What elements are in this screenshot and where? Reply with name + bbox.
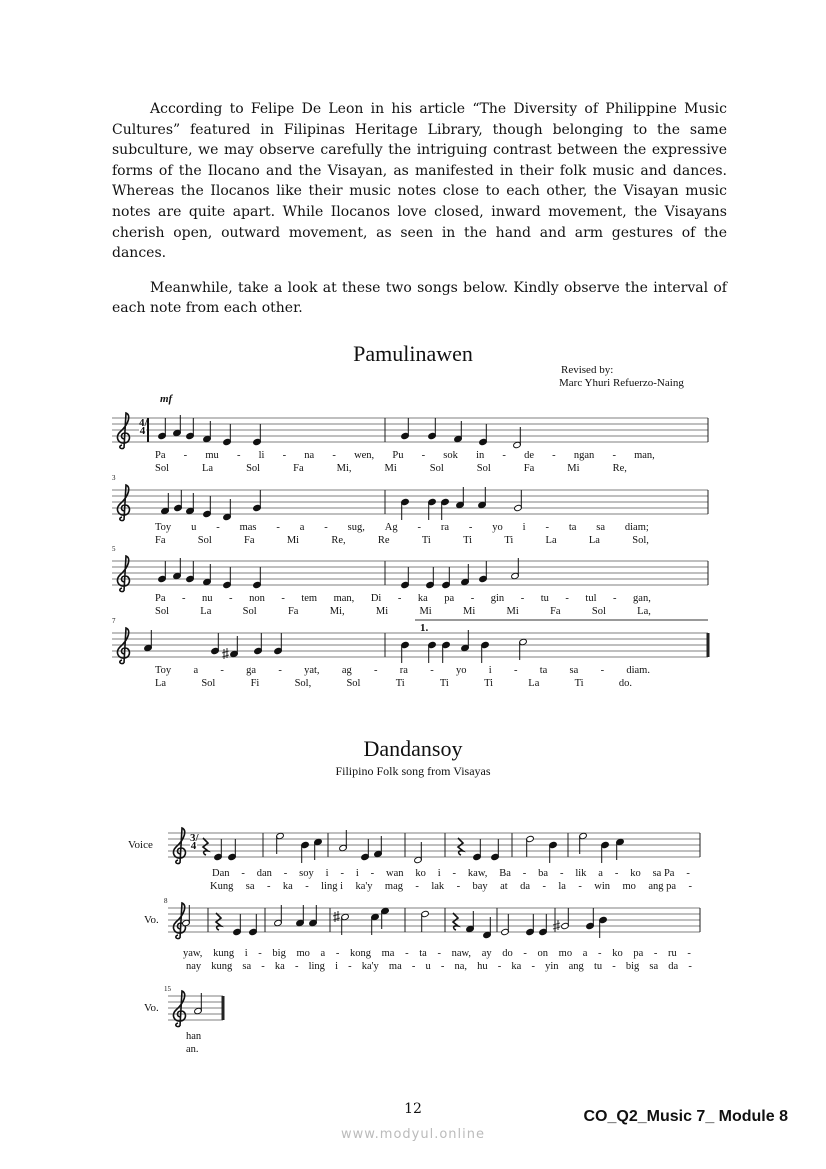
lyric-syllable: Fa (287, 606, 299, 617)
lyric-syllable: a (582, 948, 588, 959)
lyric-syllable: - (600, 665, 605, 676)
lyric-syllable: ngan (573, 450, 595, 461)
lyric-syllable: i (522, 522, 526, 533)
lyric-syllable: - (182, 593, 186, 604)
lyric-syllable: - (324, 522, 328, 533)
sharp-icon (553, 920, 560, 931)
lyric-syllable: Fa (523, 463, 535, 474)
lyric-syllable: - (497, 961, 502, 972)
lyric-syllable: ay (481, 948, 492, 959)
lyric-syllable: - (565, 593, 569, 604)
lyric-syllable: Sol (197, 535, 212, 546)
lyric-syllable: kong (350, 948, 371, 959)
lyric-syllable: La, (637, 606, 651, 617)
lyric-syllable: na, (454, 961, 468, 972)
lyric-syllable: an. (186, 1044, 199, 1055)
rest-icon (458, 838, 463, 855)
lyric-syllable: ko (612, 948, 623, 959)
lyric-syllable: - (437, 948, 441, 959)
watermark: www.modyul.online (340, 1127, 486, 1142)
lyric-syllable: Sol (155, 463, 170, 474)
lyric-syllable: tem (301, 593, 318, 604)
lyric-syllable: Sol (242, 606, 257, 617)
song-title-dandansoy: Dandansoy (363, 736, 463, 761)
lyric-syllable: - (241, 868, 245, 879)
lyric-syllable: pa (633, 948, 644, 959)
lyric-syllable: big (272, 948, 286, 959)
lyric-syllable: Fa (293, 463, 304, 474)
lyric-syllable: - (545, 522, 549, 533)
lyric-syllable: - (613, 593, 617, 604)
lyric-syllable: - (335, 948, 340, 959)
lyric-syllable: Sol (201, 678, 216, 689)
lyric-syllable: Sol (591, 606, 606, 617)
lyric-syllable: - (281, 593, 285, 604)
lyric-syllable: - (456, 881, 461, 892)
lyric-syllable: mas (239, 522, 257, 533)
lyric-syllable: Re (377, 535, 390, 546)
lyric-syllable: - (686, 868, 690, 879)
lyric-syllable: lak (431, 881, 445, 892)
lyric-syllable: - (261, 961, 265, 972)
lyric-syllable: - (236, 450, 241, 461)
lyric-syllable: - (653, 948, 658, 959)
lyric-syllable: ko (630, 868, 641, 879)
rest-icon (203, 838, 208, 855)
lyric-syllable: non (249, 593, 265, 604)
measure-number: 15 (164, 985, 171, 993)
rest-icon (216, 913, 221, 930)
lyric-syllable: - (470, 593, 475, 604)
lyric-syllable: - (440, 961, 445, 972)
lyric-syllable: Mi (567, 463, 580, 474)
lyric-syllable: Ag (384, 522, 398, 533)
lyric-syllable: La (545, 535, 557, 546)
lyric-syllable: nu (202, 593, 213, 604)
lyric-syllable: - (283, 868, 288, 879)
lyric-syllable: - (282, 450, 287, 461)
lyric-syllable: Ti (395, 678, 405, 689)
time-signature: 4/4 (139, 417, 148, 437)
lyric-syllable: ru (668, 948, 677, 959)
lyric-syllable: Ti (463, 535, 473, 546)
lyric-syllable: - (520, 593, 525, 604)
lyric-syllable: do. (618, 678, 632, 689)
lyric-syllable: - (552, 450, 556, 461)
lyric-syllable: - (278, 665, 282, 676)
lyric-syllable: Pu (392, 450, 404, 461)
lyric-syllable: Sol, (294, 678, 312, 689)
lyric-syllable: - (417, 522, 421, 533)
lyric-syllable: - (522, 868, 527, 879)
lyric-syllable: - (612, 450, 616, 461)
lyric-syllable: Sol (476, 463, 491, 474)
lyric-syllable: a (598, 868, 603, 879)
page-number: 12 (404, 1101, 422, 1117)
lyric-syllable: sa (649, 961, 659, 972)
lyric-syllable: Sol (155, 606, 170, 617)
lyric-syllable: ta (568, 522, 577, 533)
voice-label: Voice (128, 839, 153, 851)
lyric-syllable: u (425, 961, 431, 972)
lyric-syllable: sug, (347, 522, 365, 533)
lyric-syllable: - (374, 665, 378, 676)
lyric-syllable: la (558, 881, 566, 892)
lyric-syllable: ang pa (648, 881, 677, 892)
lyric-syllable: ma (381, 948, 395, 959)
lyric-syllable: ka'y (361, 961, 379, 972)
paragraph-intro: According to Felipe De Leon in his article “The Diversity of Philippine Music Cultures” featured in Filipinas Heritage Library, though belonging to the same subculture, we may observe carefully the intriguing contrast between the expressive forms of the Ilocano and the Visayan, as manifested in their folk music and dances. Whereas the Ilocanos like their music notes close to each other, the Visayan music notes are quite apart. While Ilocanos love closed, inward movement, the Visayans cherish open, outward movement, as seen in the hand and arm gestures of the dances. (112, 101, 727, 262)
lyric-syllable: tu (540, 593, 549, 604)
lyric-syllable: a (320, 948, 326, 959)
lyric-syllable: yaw, (183, 948, 203, 959)
dynamic-marking: mf (160, 393, 173, 405)
lyric-syllable: on (537, 948, 549, 959)
lyric-syllable: i (437, 868, 441, 879)
lyric-syllable: Kung (210, 881, 234, 892)
lyric-syllable: yo (455, 665, 467, 676)
lyric-syllable: ra (440, 522, 450, 533)
lyric-syllable: diam. (626, 665, 650, 676)
lyric-syllable: man, (634, 450, 655, 461)
lyric-syllable: Pa (155, 593, 166, 604)
lyric-syllable: - (220, 665, 224, 676)
lyric-syllable: Ti (574, 678, 584, 689)
lyric-syllable: pa (444, 593, 455, 604)
voice-label: Vo. (144, 1002, 159, 1014)
lyric-syllable: ma (388, 961, 402, 972)
lyric-syllable: in (476, 450, 485, 461)
lyric-syllable: Mi (286, 535, 300, 546)
lyric-syllable: diam; (624, 522, 649, 533)
lyric-syllable: - (421, 450, 426, 461)
lyric-syllable: i (355, 868, 359, 879)
lyric-syllable: Mi (463, 606, 476, 617)
lyric-syllable: Mi, (329, 606, 345, 617)
reviser-name: Marc Yhuri Refuerzo-Naing (559, 377, 684, 389)
lyric-syllable: - (216, 522, 220, 533)
lyric-syllable: Re, (331, 535, 346, 546)
lyric-syllable: yin (545, 961, 559, 972)
voice-label: Vo. (144, 914, 159, 926)
rest-icon (453, 913, 458, 930)
lyric-syllable: sa Pa (652, 868, 675, 879)
lyric-syllable: - (183, 450, 188, 461)
lyric-syllable: dan (256, 868, 272, 879)
lyric-syllable: - (229, 593, 233, 604)
lyric-syllable: ta (419, 948, 427, 959)
lyric-syllable: - (687, 948, 691, 959)
lyric-syllable: da (668, 961, 679, 972)
lyric-syllable: win (594, 881, 611, 892)
lyric-syllable: mo (296, 948, 310, 959)
lyric-syllable: han (186, 1031, 202, 1042)
lyric-syllable: - (468, 522, 473, 533)
lyric-syllable: tul (585, 593, 597, 604)
lyric-syllable: Sol (346, 678, 361, 689)
lyric-syllable: Mi (419, 606, 432, 617)
lyric-syllable: ra (399, 665, 408, 676)
lyric-syllable: - (614, 868, 619, 879)
lyric-syllable: Mi (384, 463, 397, 474)
paragraph-instructions: Meanwhile, take a look at these two songs below. Kindly observe the interval of each note from each other. (112, 279, 727, 317)
lyric-syllable: a (299, 522, 305, 533)
lyric-syllable: de (524, 450, 534, 461)
lyric-syllable: yo (492, 522, 503, 533)
lyric-syllable: - (266, 881, 271, 892)
lyric-syllable: ka (282, 881, 293, 892)
lyric-syllable: - (340, 868, 344, 879)
lyric-syllable: - (411, 961, 416, 972)
lyric-syllable: - (305, 881, 309, 892)
lyric-syllable: - (688, 961, 692, 972)
lyric-syllable: ling i (321, 881, 344, 892)
lyric-syllable: Sol, (632, 535, 649, 546)
lyric-syllable: kung (211, 961, 233, 972)
lyric-syllable: mo (622, 881, 636, 892)
time-signature: 3/4 (190, 832, 199, 852)
lyric-syllable: ga (246, 665, 257, 676)
lyric-syllable: a (193, 665, 199, 676)
lyric-syllable: do (502, 948, 513, 959)
lyric-syllable: Ti (484, 678, 494, 689)
lyric-syllable: La (202, 463, 214, 474)
lyric-syllable: - (513, 665, 518, 676)
lyric-syllable: kaw, (467, 868, 488, 879)
lyric-syllable: - (405, 948, 409, 959)
lyric-syllable: sa (242, 961, 252, 972)
measure-number: 8 (164, 897, 168, 905)
lyric-syllable: soy (299, 868, 314, 879)
lyric-syllable: Fa (155, 535, 166, 546)
lyric-syllable: Ti (504, 535, 514, 546)
lyric-syllable: - (559, 868, 564, 879)
lyric-syllable: sok (443, 450, 458, 461)
lyric-syllable: La (200, 606, 212, 617)
lyric-syllable: - (688, 881, 692, 892)
lyric-syllable: ka (511, 961, 522, 972)
lyric-syllable: Di (370, 593, 382, 604)
lyric-syllable: - (598, 948, 602, 959)
lyric-syllable: da (520, 881, 531, 892)
lyric-syllable: wen, (354, 450, 375, 461)
lyric-syllable: lik (575, 868, 587, 879)
lyric-syllable: - (542, 881, 546, 892)
lyric-syllable: mu (205, 450, 219, 461)
song-subtitle: Filipino Folk song from Visayas (335, 764, 491, 778)
lyric-syllable: u (191, 522, 197, 533)
lyric-syllable: Sol (246, 463, 261, 474)
lyric-syllable: ba (538, 868, 549, 879)
lyric-syllable: La (528, 678, 540, 689)
lyric-syllable: man, (333, 593, 355, 604)
lyric-syllable: - (523, 948, 527, 959)
lyric-syllable: Ti (421, 535, 431, 546)
lyric-syllable: Pa (155, 450, 166, 461)
lyric-syllable: - (612, 961, 616, 972)
revised-label: Revised by: (561, 364, 614, 376)
lyric-syllable: Fa (244, 535, 255, 546)
measure-number: 5 (112, 545, 116, 553)
lyric-syllable: Sol (429, 463, 444, 474)
lyric-syllable: Mi (375, 606, 389, 617)
lyric-syllable: La (588, 535, 600, 546)
lyric-syllable: sa (596, 522, 606, 533)
lyric-syllable: - (348, 961, 352, 972)
lyric-syllable: ko (415, 868, 426, 879)
lyric-syllable: - (578, 881, 582, 892)
lyric-syllable: - (370, 868, 375, 879)
lyric-syllable: ka (417, 593, 428, 604)
lyric-syllable: yat, (304, 665, 320, 676)
lyric-syllable: ang (568, 961, 584, 972)
lyric-syllable: ling (308, 961, 325, 972)
module-label: CO_Q2_Music 7_ Module 8 (583, 1108, 788, 1125)
lyric-syllable: ka'y (355, 881, 373, 892)
lyric-syllable: gin (490, 593, 505, 604)
lyric-syllable: Mi, (336, 463, 352, 474)
lyric-syllable: - (430, 665, 434, 676)
lyric-syllable: Fi (250, 678, 260, 689)
lyric-syllable: at (500, 881, 508, 892)
lyric-syllable: big (625, 961, 640, 972)
lyric-syllable: ag (341, 665, 352, 676)
lyric-syllable: - (332, 450, 336, 461)
lyric-syllable: wan (385, 868, 404, 879)
lyric-syllable: gan, (633, 593, 651, 604)
lyric-syllable: Mi (506, 606, 519, 617)
lyric-syllable: i (488, 665, 492, 676)
lyric-syllable: La (155, 678, 167, 689)
lyric-syllable: sa (245, 881, 255, 892)
lyric-syllable: i (244, 948, 248, 959)
lyric-syllable: Dan (212, 868, 230, 879)
lyric-syllable: sa (569, 665, 579, 676)
lyric-syllable: Ti (439, 678, 449, 689)
lyric-syllable: naw, (451, 948, 472, 959)
first-ending-label: 1. (420, 622, 429, 634)
lyric-syllable: mag (384, 881, 403, 892)
lyric-syllable: - (415, 881, 419, 892)
lyric-syllable: hu (477, 961, 488, 972)
lyric-syllable: - (276, 522, 280, 533)
lyric-syllable: i (325, 868, 329, 879)
lyric-syllable: Re, (612, 463, 627, 474)
lyric-syllable: na (304, 450, 315, 461)
lyric-syllable: li (258, 450, 265, 461)
lyric-syllable: Toy (155, 665, 172, 676)
lyric-syllable: i (335, 961, 338, 972)
lyric-syllable: ta (539, 665, 548, 676)
lyric-syllable: - (452, 868, 457, 879)
lyric-syllable: nay (186, 961, 202, 972)
lyric-syllable: - (258, 948, 262, 959)
lyric-syllable: Toy (155, 522, 172, 533)
lyric-syllable: ka (274, 961, 285, 972)
lyric-syllable: - (531, 961, 535, 972)
measure-number: 7 (112, 617, 116, 625)
measure-number: 3 (112, 474, 116, 482)
lyric-syllable: kung (213, 948, 235, 959)
lyric-syllable: Ba (499, 868, 511, 879)
lyric-syllable: Fa (550, 606, 561, 617)
lyric-syllable: tu (593, 961, 603, 972)
lyric-syllable: - (397, 593, 402, 604)
lyric-syllable: - (294, 961, 299, 972)
song-title-pamulinawen: Pamulinawen (353, 341, 473, 366)
lyric-syllable: bay (472, 881, 488, 892)
lyric-syllable: mo (558, 948, 573, 959)
lyric-syllable: - (502, 450, 506, 461)
